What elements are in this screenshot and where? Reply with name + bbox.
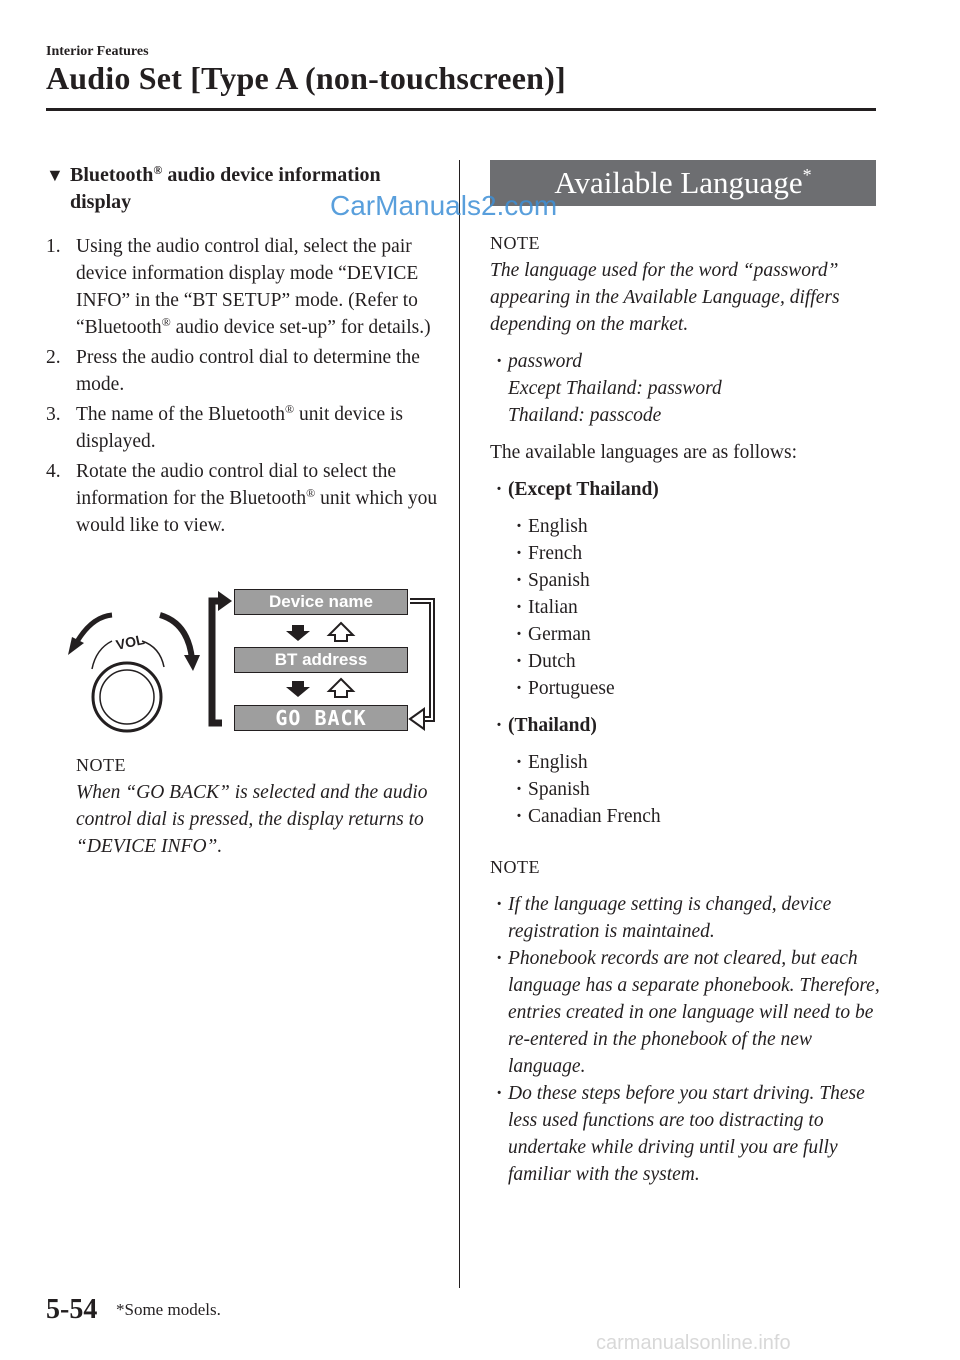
bracket [212,601,222,723]
screen-device-name: Device name [234,589,408,615]
bullet-dot-icon: · [515,651,523,672]
footnote: *Some models. [116,1300,221,1319]
bullet-title: password [508,351,583,372]
step-text-cont: audio device set-up” for details.) [170,317,431,338]
bullet-line: Except Thailand: password [508,378,722,399]
step-item [46,401,441,455]
asterisk-mark: * [802,165,812,185]
step-number: 4. [46,461,61,482]
step-item [46,233,441,341]
step-text: Using the audio control dial, select the pair device information display mode “DEVICE INFO” in the “BT SETUP” mode. (Refer to “Bluetooth [76,236,419,338]
registered-mark: ® [161,315,171,329]
knob-label: VOL [114,631,146,653]
list-item: · Spanish [510,567,880,594]
language-list [510,513,880,702]
bullet-dot-icon: · [515,543,523,564]
step-text-cont: unit device is displayed. [76,404,404,452]
right-column [490,230,880,1188]
registered-mark: ® [285,402,295,416]
rotate-right-arrow-icon [160,615,192,659]
step-number: 1. [46,236,61,257]
subsection-title-a: Bluetooth [70,164,154,186]
note-bullet: · Do these steps before you start driving. These less used functions are too distracting to undertake while driving until you are fully familiar with the system. [490,1080,880,1188]
subsection-title-b: audio device information display [70,164,381,213]
bullet-dot-icon: · [515,678,523,699]
note-label: NOTE [490,233,540,253]
bullet-dot-icon: · [515,624,523,645]
screen-go-back: GO BACK [234,705,408,731]
note-label: NOTE [490,857,540,877]
note-label: NOTE [76,755,126,775]
banner-title: Available Language [554,165,803,200]
device-info-diagram [60,585,445,735]
bullet-dot-icon: · [496,351,502,372]
group-title: (Thailand) [508,715,597,736]
list-item: · Portuguese [510,675,880,702]
list-item: · English [510,749,880,776]
loop-arrow-icon [410,601,432,719]
page-number: 5-54 [46,1294,98,1325]
bullet-dot-icon: · [515,779,523,800]
bullet-line: Thailand: passcode [508,405,662,426]
note-bullet: · If the language setting is changed, device registration is maintained. [490,891,880,945]
down-arrow-icon [286,681,310,697]
bullet-dot-icon: · [515,806,523,827]
step-number: 2. [46,347,61,368]
step-text: Press the audio control dial to determine the mode. [76,347,420,395]
note-bullet: · Phonebook records are not cleared, but each language has a separate phonebook. Therefore, entries created in one language will need to be re-entered in the phonebook of the new language. [490,945,880,1080]
list-item: · Dutch [510,648,880,675]
step-text-cont: unit which you would like to view. [76,488,438,536]
note-bullet [490,348,880,429]
step-item [46,458,441,539]
step-number: 3. [46,404,61,425]
list-item: · Canadian French [510,803,880,830]
registered-mark: ® [153,163,163,177]
bullet-dot-icon: · [515,516,523,537]
left-note [76,752,446,860]
bullet-dot-icon: · [495,715,503,736]
title-rule [46,108,876,111]
group-heading [490,712,880,739]
step-text: Rotate the audio control dial to select the information for the Bluetooth [76,461,397,509]
bullet-dot-icon: · [515,570,523,591]
step-item [46,344,441,398]
bullet-dot-icon: · [496,894,502,915]
column-divider [459,160,460,1288]
bullet-dot-icon: · [496,1083,502,1104]
up-arrow-icon [329,623,353,641]
down-arrow-icon [286,625,310,641]
section-label: Interior Features [46,44,149,59]
list-item: · Italian [510,594,880,621]
list-item: · French [510,540,880,567]
bullet-dot-icon: · [515,597,523,618]
control-dial-icon [93,663,161,731]
up-arrow-icon [329,679,353,697]
note-text: The language used for the word “password” appearing in the Available Language, differs depending on the market. [490,260,840,335]
note-text: When “GO BACK” is selected and the audio control dial is pressed, the display returns to “DEVICE INFO”. [76,782,428,857]
list-item: · Spanish [510,776,880,803]
language-list [510,749,880,830]
step-text: The name of the Bluetooth [76,404,286,425]
group-heading [490,476,880,503]
bullet-dot-icon: · [496,948,502,969]
watermark: CarManuals2.com [330,190,558,221]
triangle-marker-icon: ▼ [46,165,64,185]
list-item: · English [510,513,880,540]
list-item: · German [510,621,880,648]
group-title: (Except Thailand) [508,479,659,500]
site-watermark: carmanualsonline.info [596,1332,791,1354]
page-title: Audio Set [Type A (non-touchscreen)] [46,60,566,96]
bullet-dot-icon: · [495,479,503,500]
registered-mark: ® [306,486,316,500]
bullet-dot-icon: · [515,752,523,773]
screen-bt-address: BT address [234,647,408,673]
intro-text: The available languages are as follows: [490,442,798,463]
